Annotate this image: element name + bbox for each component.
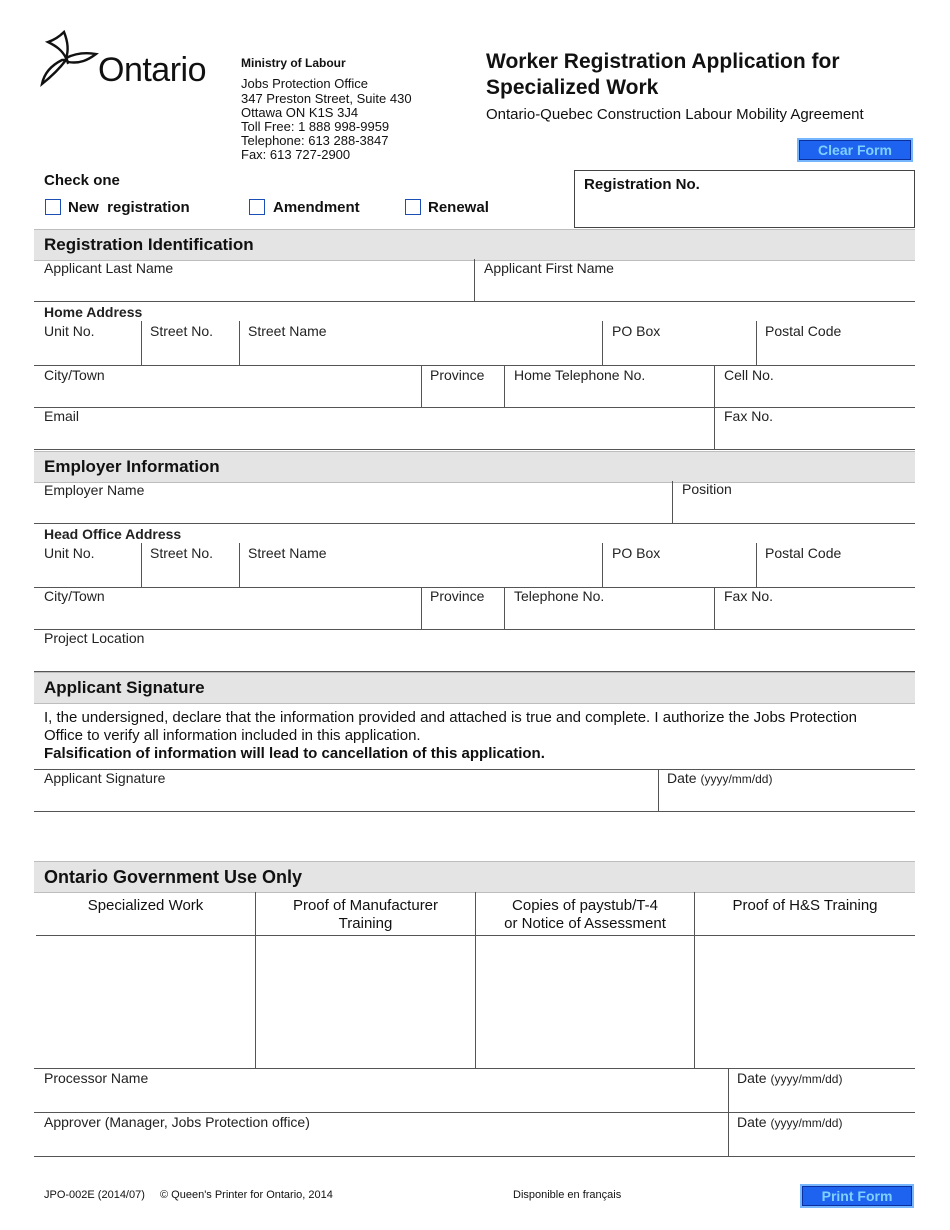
office-name: Jobs Protection Office — [241, 76, 368, 91]
renewal-checkbox[interactable] — [405, 199, 421, 215]
home-street-no-label: Street No. — [150, 323, 214, 339]
manufacturer-training-line2: Training — [338, 915, 393, 932]
applicant-first-name-label: Applicant First Name — [484, 260, 614, 276]
processor-date-label — [737, 1070, 842, 1086]
applicant-last-name-input[interactable] — [34, 259, 474, 301]
check-one-label: Check one — [44, 172, 120, 189]
manufacturer-training-line1: Proof of Manufacturer — [292, 897, 439, 914]
home-telephone-label: Home Telephone No. — [514, 367, 646, 383]
registration-number-field[interactable] — [574, 170, 915, 228]
applicant-first-name-input[interactable] — [475, 259, 915, 301]
office-address-line2: Ottawa ON K1S 3J4 — [241, 105, 359, 120]
gov-use-section-header — [34, 861, 915, 893]
amendment-checkbox[interactable] — [249, 199, 265, 215]
office-fax-label: Fax No. — [724, 588, 774, 604]
form-title-line1: Worker Registration Application for — [486, 50, 840, 73]
approver-date-label — [737, 1114, 842, 1130]
approver-date-text: Date — [737, 1114, 767, 1130]
falsification-warning: Falsification of information will lead to cancellation of this application. — [44, 745, 545, 762]
approver-date-format: (yyyy/mm/dd) — [770, 1116, 843, 1130]
signature-section-header — [34, 672, 915, 704]
project-location-label: Project Location — [44, 630, 145, 646]
registration-number-label: Registration No. — [584, 176, 700, 193]
paystub-line1: Copies of paystub/T-4 — [512, 897, 658, 914]
office-street-no-label: Street No. — [150, 545, 214, 561]
home-postal-code-label: Postal Code — [765, 323, 842, 339]
ministry-name: Ministry of Labour — [241, 56, 346, 70]
specialized-work-header: Specialized Work — [87, 897, 204, 914]
office-street-name-label: Street Name — [248, 545, 327, 561]
renewal-label: Renewal — [428, 199, 489, 216]
signature-date-text: Date — [667, 770, 697, 786]
print-form-button[interactable]: Print Form — [800, 1184, 914, 1208]
processor-name-label: Processor Name — [44, 1070, 149, 1086]
head-office-address-label: Head Office Address — [44, 526, 182, 542]
home-province-label: Province — [430, 367, 485, 383]
ontario-logo — [38, 28, 218, 90]
trillium-icon — [38, 28, 100, 88]
home-street-name-label: Street Name — [248, 323, 327, 339]
office-unit-no-label: Unit No. — [44, 545, 95, 561]
copyright: © Queen's Printer for Ontario, 2014 — [160, 1189, 333, 1201]
new-registration-label: New registration — [68, 199, 190, 216]
manufacturer-training-header — [256, 897, 475, 933]
office-toll-free: Toll Free: 1 888 998-9959 — [241, 119, 390, 134]
form-id: JPO-002E (2014/07) — [44, 1189, 145, 1201]
processor-date-format: (yyyy/mm/dd) — [770, 1072, 843, 1086]
home-fax-label: Fax No. — [724, 408, 774, 424]
office-telephone-label: Telephone No. — [514, 588, 605, 604]
applicant-signature-label: Applicant Signature — [44, 770, 166, 786]
registration-section-header — [34, 229, 915, 261]
logo-wordmark: Ontario — [98, 51, 206, 89]
registration-section-title: Registration Identification — [44, 235, 254, 254]
paystub-line2: or Notice of Assessment — [504, 915, 666, 932]
office-city-label: City/Town — [44, 588, 105, 604]
signature-date-label — [667, 770, 772, 786]
applicant-last-name-label: Applicant Last Name — [44, 260, 174, 276]
project-location-input[interactable] — [34, 629, 915, 671]
signature-date-format: (yyyy/mm/dd) — [700, 772, 773, 786]
office-po-box-label: PO Box — [612, 545, 661, 561]
email-label: Email — [44, 408, 80, 424]
processor-date-text: Date — [737, 1070, 767, 1086]
signature-section-title: Applicant Signature — [44, 678, 205, 697]
declaration-line2: Office to verify all information included in this application. — [44, 727, 421, 744]
declaration-line1: I, the undersigned, declare that the information provided and attached is true and complete. I authorize the Jobs Protection — [44, 709, 858, 726]
form-title-line2: Specialized Work — [486, 76, 659, 99]
hs-training-header: Proof of H&S Training — [732, 897, 878, 914]
employer-name-label: Employer Name — [44, 482, 145, 498]
amendment-label: Amendment — [273, 199, 360, 216]
approver-label: Approver (Manager, Jobs Protection office) — [44, 1114, 310, 1130]
office-fax: Fax: 613 727-2900 — [241, 147, 351, 162]
employer-section-header — [34, 451, 915, 483]
office-telephone: Telephone: 613 288-3847 — [241, 133, 389, 148]
french-availability: Disponible en français — [513, 1189, 622, 1201]
office-postal-code-label: Postal Code — [765, 545, 842, 561]
position-label: Position — [682, 481, 732, 497]
office-address-line1: 347 Preston Street, Suite 430 — [241, 91, 412, 106]
employer-section-title: Employer Information — [44, 457, 220, 476]
cell-no-label: Cell No. — [724, 367, 774, 383]
home-po-box-label: PO Box — [612, 323, 661, 339]
home-unit-no-label: Unit No. — [44, 323, 95, 339]
paystub-header — [476, 897, 694, 933]
clear-form-button[interactable]: Clear Form — [797, 138, 913, 162]
gov-use-section-title: Ontario Government Use Only — [44, 867, 303, 887]
home-city-label: City/Town — [44, 367, 105, 383]
office-province-label: Province — [430, 588, 485, 604]
new-registration-checkbox[interactable] — [45, 199, 61, 215]
home-address-label: Home Address — [44, 304, 143, 320]
form-subtitle: Ontario-Quebec Construction Labour Mobility Agreement — [486, 106, 864, 123]
